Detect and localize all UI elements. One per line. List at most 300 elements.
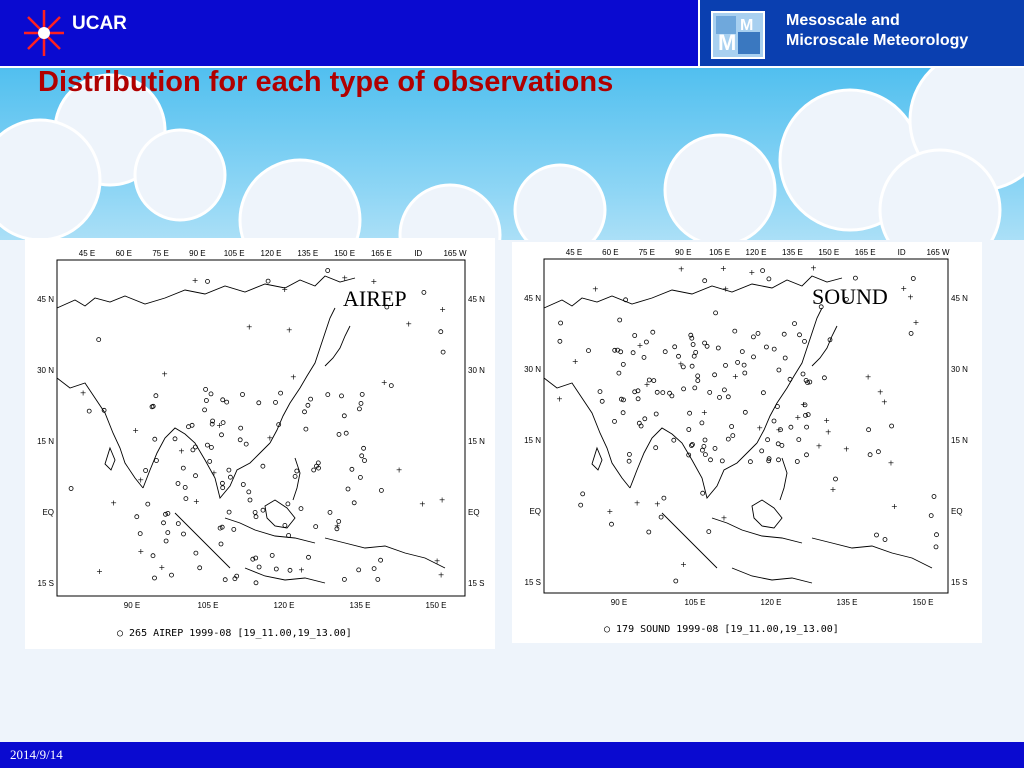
map-type-label: AIREP [343,286,407,311]
observation-circle [707,530,711,534]
observation-circle [736,360,740,364]
header-bar [0,0,1024,68]
observation-circle [654,412,658,416]
observation-circle [805,425,809,429]
observation-cross: + [281,284,289,294]
observation-circle [350,467,354,471]
footer-date: 2014/9/14 [10,747,63,762]
observation-cross: + [880,397,888,407]
lon-tick-top: 60 E [602,248,619,257]
observation-circle [182,532,186,536]
observation-circle [205,443,209,447]
lat-tick-right: 15 N [951,436,968,445]
observation-circle [360,454,364,458]
observation-circle [772,419,776,423]
observation-circle [751,335,755,339]
observation-circle [151,554,155,558]
observation-circle [274,400,278,404]
lon-tick-top: 165 E [854,248,876,257]
lon-tick-bottom: 120 E [273,601,295,610]
observation-circle [793,322,797,326]
observation-circle [690,364,694,368]
lat-tick-right: 15 S [468,579,485,588]
observation-circle [853,276,857,280]
observation-circle [909,331,913,335]
observation-circle [726,437,730,441]
observation-circle [644,340,648,344]
observation-circle [700,448,704,452]
mmm-title [786,11,1016,51]
observation-circle [362,446,366,450]
observation-cross: + [433,556,441,566]
observation-circle [166,511,170,515]
observation-circle [352,501,356,505]
observation-circle [379,558,383,562]
observation-circle [691,343,695,347]
lon-tick-top: 45 E [565,248,583,257]
observation-circle [722,388,726,392]
observation-circle [703,453,707,457]
observation-circle [342,577,346,581]
lon-tick-top: ID [897,248,906,257]
observation-circle [760,449,764,453]
observation-circle [756,331,760,335]
observation-circle [673,345,677,349]
observation-circle [204,387,208,391]
lon-tick-top: 60 E [115,249,133,258]
observation-circle [247,490,251,494]
observation-circle [654,446,658,450]
lat-tick-left: 15 N [37,437,54,446]
observation-circle [642,355,646,359]
observation-circle [798,333,802,337]
observation-cross: + [592,284,599,294]
observation-circle [154,394,158,398]
observation-circle [702,444,706,448]
observation-circle [911,277,915,281]
observation-circle [730,425,734,429]
observation-circle [621,362,625,366]
observation-cross: + [887,458,895,468]
observation-circle [636,397,640,401]
observation-cross: + [680,560,687,570]
observation-circle [389,384,393,388]
observation-circle [257,401,261,405]
observation-circle [303,410,307,414]
observation-circle [703,438,707,442]
observation-circle [208,459,212,463]
observation-circle [307,555,311,559]
observation-circle [672,438,676,442]
observation-circle [314,525,318,529]
observation-cross: + [285,325,293,335]
lon-tick-bottom: 135 E [349,601,371,610]
observation-cross: + [178,446,185,456]
observation-circle [288,568,292,572]
observation-cross: + [439,304,446,314]
observation-cross: + [800,399,807,409]
observation-cross: + [137,547,145,556]
observation-circle [708,390,712,394]
observation-circle [617,371,621,375]
observation-circle [867,428,871,432]
airep-map-panel [25,238,495,649]
observation-circle [248,498,252,502]
lon-tick-bottom: 105 E [197,601,219,610]
observation-circle [253,510,257,514]
observation-circle [173,437,177,441]
observation-circle [254,581,258,585]
observation-circle [688,411,692,415]
observation-circle [266,279,270,283]
observation-circle [733,329,737,333]
observation-circle [935,533,939,537]
observation-circle [176,482,180,486]
observation-circle [183,485,187,489]
observation-circle [631,351,635,355]
observation-circle [655,390,659,394]
lat-tick-left: 15 N [524,436,541,445]
observation-circle [559,321,563,325]
map-legend: ○ 179 SOUND 1999-08 [19_11.00,19_13.00] [604,624,839,635]
observation-circle [227,510,231,514]
observation-circle [627,459,631,463]
observation-circle [674,579,678,583]
observation-circle [299,507,303,511]
observation-cross: + [395,465,403,475]
observation-circle [651,330,655,334]
observation-circle [797,438,801,442]
lat-tick-left: 30 N [37,366,54,375]
observation-circle [223,578,227,582]
observation-circle [716,346,720,350]
observation-circle [138,532,142,536]
observation-circle [162,521,166,525]
observation-cross: + [341,273,349,283]
observation-cross: + [606,506,614,516]
observation-circle [783,356,787,360]
observation-circle [804,413,808,417]
observation-circle [194,551,198,555]
mmm-cube-icon [708,6,772,62]
observation-cross: + [161,369,168,379]
observation-cross: + [636,340,644,350]
airep-map [25,238,495,649]
observation-circle [372,567,376,571]
observation-circle [357,407,361,411]
footer-bar [0,742,1024,768]
lat-tick-left: EQ [42,508,54,517]
observation-cross: + [677,264,685,274]
lon-tick-bottom: 135 E [836,598,858,607]
observation-cross: + [437,570,445,580]
observation-cross: + [556,394,563,404]
coastlines [544,276,932,583]
observation-cross: + [643,379,651,389]
lon-tick-top: 120 E [260,249,282,258]
observation-circle [618,318,622,322]
observation-circle [326,393,330,397]
observation-circle [805,453,809,457]
lat-tick-left: EQ [529,507,541,516]
observation-circle [720,459,724,463]
observation-circle [194,474,198,478]
observation-cross: + [96,567,103,577]
observation-circle [184,497,188,501]
lon-tick-top: 150 E [818,248,840,257]
observation-circle [714,311,718,315]
observation-circle [668,391,672,395]
observation-circle [198,566,202,570]
sound-map [512,242,982,643]
observation-cross: + [722,284,730,294]
observation-circle [221,486,225,490]
observation-cross: + [677,359,685,369]
observation-cross: + [824,427,832,437]
observation-circle [687,428,691,432]
observation-cross: + [158,562,166,572]
observation-cross: + [298,565,305,575]
lon-tick-bottom: 120 E [760,598,782,607]
observation-circle [726,395,730,399]
observation-circle [682,387,686,391]
lat-tick-right: 30 N [951,365,968,374]
observation-cross: + [794,412,802,422]
observation-circle [358,475,362,479]
map-type-label: SOUND [812,284,888,309]
observation-circle [761,269,765,273]
lon-tick-top: 165 E [370,249,392,258]
observation-circle [775,405,779,409]
lon-tick-top: 90 E [189,249,206,258]
observation-circle [225,400,229,404]
lon-tick-top: 75 E [152,249,169,258]
observation-cross: + [333,521,341,531]
observation-cross: + [79,388,87,398]
lat-tick-right: 15 N [468,437,485,446]
observation-circle [227,468,231,472]
observation-cross: + [419,499,426,509]
observation-circle [696,379,700,383]
lon-tick-top: 120 E [745,248,767,257]
observation-circle [287,534,291,538]
observation-circle [337,432,341,436]
observation-cross: + [748,268,756,277]
observation-cross: + [720,264,727,273]
page-title: Distribution for each type of observations [38,66,614,98]
observation-circle [357,568,361,572]
sound-map-panel [512,242,982,643]
observation-circle [232,527,236,531]
observation-circle [929,514,933,518]
observation-cross: + [137,475,145,485]
observation-cross: + [731,372,739,381]
observation-circle [239,426,243,430]
observation-circle [176,522,180,526]
observation-cross: + [720,513,728,523]
observation-cross: + [815,441,823,451]
observation-circle [803,339,807,343]
observation-cross: + [266,433,274,443]
observation-circle [254,515,258,519]
observation-circle [579,503,583,507]
observation-circle [581,492,585,496]
observation-circle [731,434,735,438]
observation-circle [743,371,747,375]
observation-circle [652,379,656,383]
lon-tick-bottom: 150 E [425,601,447,610]
observation-circle [587,349,591,353]
lon-tick-bottom: 105 E [684,598,706,607]
observation-circle [69,487,73,491]
observation-circle [621,411,625,415]
observation-cross: + [191,275,199,285]
observation-circle [662,496,666,500]
observation-circle [257,565,261,569]
lat-tick-right: EQ [951,507,963,516]
observation-cross: + [876,387,884,397]
observation-circle [241,393,245,397]
mmm-logo-box [698,0,1024,66]
lon-tick-bottom: 90 E [610,598,628,607]
observation-circle [283,523,287,527]
observation-circle [661,391,665,395]
observation-circle [241,483,245,487]
lon-tick-top: 105 E [709,248,731,257]
observation-circle [164,512,168,516]
observation-circle [166,531,170,535]
observation-circle [187,425,191,429]
observation-circle [806,413,810,417]
observation-circle [203,408,207,412]
observation-circle [326,269,330,273]
observation-circle [342,414,346,418]
observation-circle [782,332,786,336]
observation-circle [244,442,248,446]
observation-markers [69,269,446,585]
observation-cross: + [900,284,908,293]
observation-circle [767,277,771,281]
observation-circle [293,474,297,478]
observation-circle [600,399,604,403]
observation-cross: + [210,468,218,478]
observation-circle [439,330,443,334]
observation-circle [135,515,139,519]
observation-circle [934,545,938,549]
lon-tick-top: 165 W [926,248,950,257]
observation-circle [724,363,728,367]
observation-circle [598,390,602,394]
observation-circle [764,345,768,349]
observation-circle [700,421,704,425]
observation-circle [795,460,799,464]
map-legend: ○ 265 AIREP 1999-08 [19_11.00,19_13.00] [117,628,352,639]
observation-circle [164,539,168,543]
observation-circle [204,399,208,403]
observation-circle [379,488,383,492]
observation-cross: + [907,292,914,302]
lon-tick-bottom: 150 E [912,598,934,607]
observation-cross: + [912,318,920,328]
observation-circle [309,397,313,401]
observation-circle [701,491,705,495]
lon-tick-top: 105 E [223,249,245,258]
observation-circle [261,464,265,468]
observation-circle [868,453,872,457]
observation-circle [643,417,647,421]
observation-cross: + [571,356,579,366]
observation-cross: + [890,502,898,512]
observation-circle [883,538,887,542]
observation-circle [693,386,697,390]
observation-circle [740,350,744,354]
observation-circle [890,424,894,428]
observation-circle [876,450,880,454]
observation-circle [270,553,274,557]
observation-circle [144,469,148,473]
observation-circle [312,468,316,472]
observation-circle [441,350,445,354]
observation-circle [627,452,631,456]
mmm-title-line2: Microscale Meteorology [786,32,969,49]
observation-cross: + [193,497,200,507]
lon-tick-top: 135 E [781,248,803,257]
observation-cross: + [370,276,378,286]
observation-cross: + [701,408,708,417]
observation-circle [713,446,717,450]
observation-circle [346,487,350,491]
observation-circle [789,425,793,429]
observation-cross: + [438,495,446,505]
observation-cross: + [823,416,830,426]
observation-circle [220,481,224,485]
observation-circle [359,401,363,405]
observation-circle [822,376,826,380]
observation-circle [780,443,784,447]
lat-tick-left: 45 N [524,294,541,303]
observation-circle [87,409,91,413]
observation-circle [875,533,879,537]
observation-circle [228,475,232,479]
observation-circle [360,392,364,396]
observation-circle [752,355,756,359]
observation-cross: + [864,372,872,382]
lon-tick-top: ID [414,249,423,258]
observation-circle [206,279,210,283]
observation-circle [422,290,426,294]
lat-tick-right: 30 N [468,366,485,375]
observation-circle [801,372,805,376]
observation-circle [558,339,562,343]
observation-cross: + [216,420,223,430]
observation-circle [279,391,283,395]
mmm-title-line1: Mesoscale and [786,12,900,29]
observation-circle [154,459,158,463]
observation-cross: + [132,425,139,435]
lat-tick-right: 45 N [468,295,485,304]
observation-circle [670,394,674,398]
observation-circle [328,510,332,514]
map-ticks [524,248,968,607]
observation-circle [304,427,308,431]
observation-circle [286,502,290,506]
observation-circle [772,347,776,351]
ucar-logo-text: UCAR [72,13,127,34]
observation-circle [647,530,651,534]
observation-circle [677,354,681,358]
observation-circle [613,419,617,423]
observation-circle [663,350,667,354]
